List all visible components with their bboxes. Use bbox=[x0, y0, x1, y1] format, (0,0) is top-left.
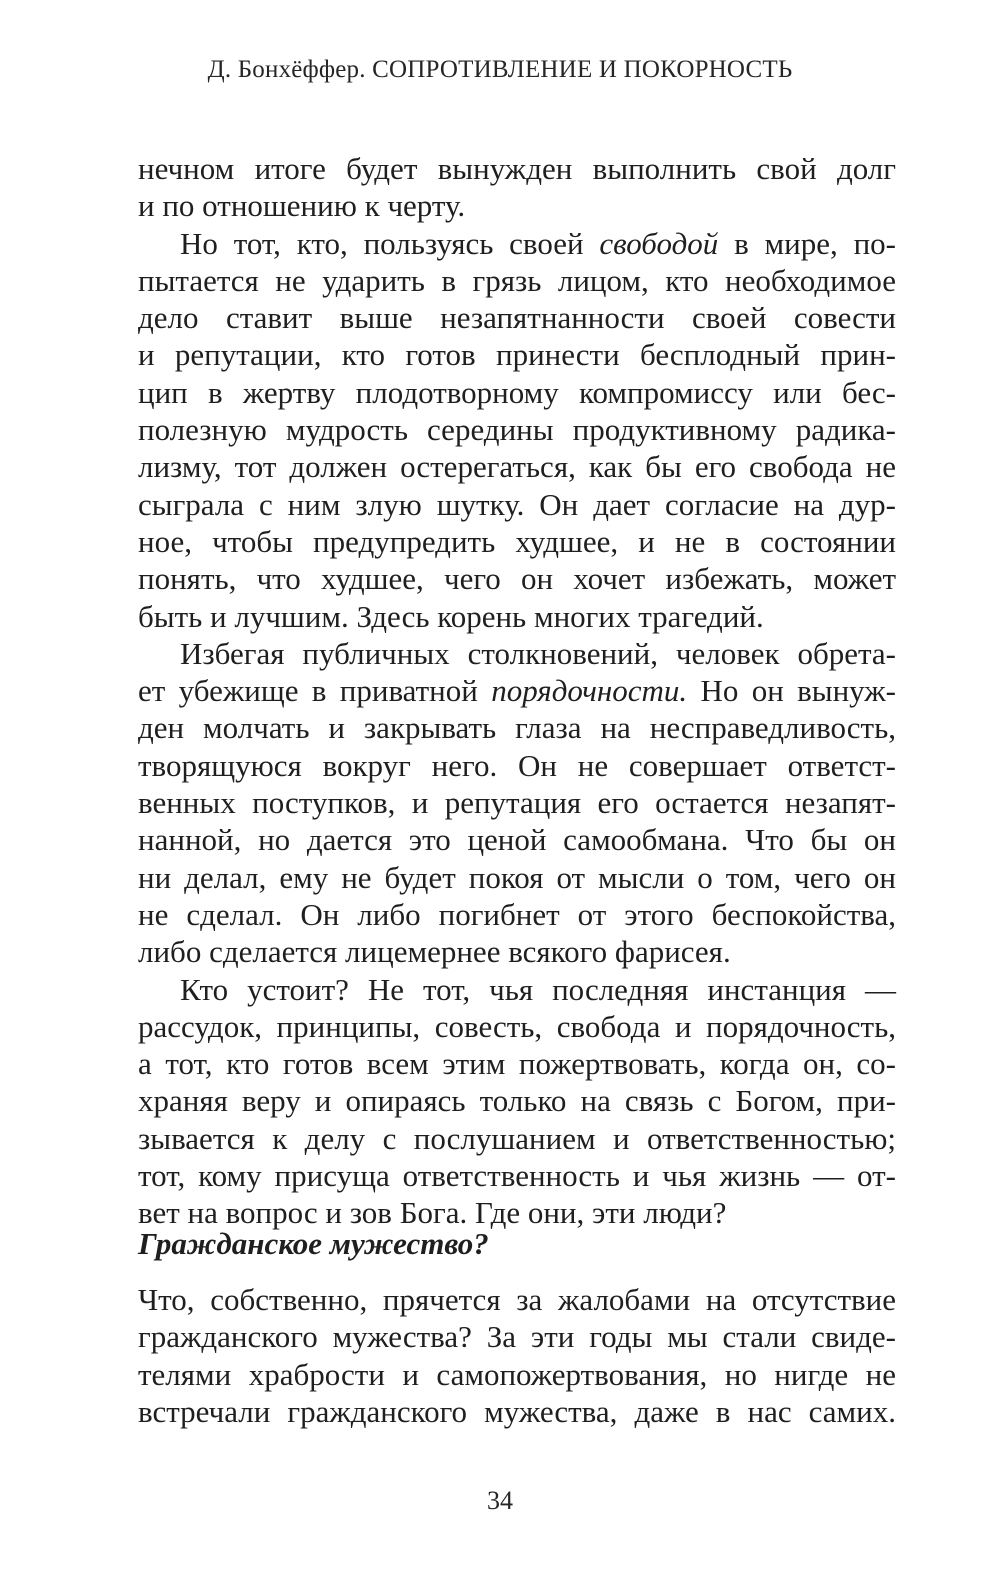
text-line: нанной, но дается это ценой самообмана. Что бы он bbox=[138, 822, 896, 858]
text-line: ден молчать и закрывать глаза на несправедливость, bbox=[138, 710, 896, 746]
text-line: рассудок, принципы, совесть, свобода и порядочность, bbox=[138, 1008, 896, 1044]
text-line: Избегая публичных столкновений, человек обрета- bbox=[180, 635, 896, 671]
text-line: быть и лучшим. Здесь корень многих трагедий. bbox=[138, 598, 764, 634]
text-line: вет на вопрос и зов Бога. Где они, эти люди? bbox=[138, 1195, 727, 1231]
text-line: нечном итоге будет вынужден выполнить свой долг bbox=[138, 151, 896, 186]
text-run: ет убежище в приватной bbox=[138, 673, 492, 709]
text-line: гражданского мужества? За эти годы мы стали свиде- bbox=[138, 1319, 896, 1355]
running-head: Д. Бонхёффер. СОПРОТИВЛЕНИЕ И ПОКОРНОСТЬ bbox=[207, 56, 793, 83]
text-line: полезную мудрость середины продуктивному радика- bbox=[138, 412, 896, 448]
emphasis-svobodoi: свободой bbox=[599, 225, 719, 261]
text-line: пытается не ударить в грязь лицом, кто необходимое bbox=[138, 262, 896, 298]
text-line: понять, что худшее, чего он хочет избежать, может bbox=[138, 561, 896, 597]
text-line: тот, кому присуща ответственность и чья жизнь — от- bbox=[138, 1158, 896, 1194]
text-line: венных поступков, и репутация его остается незапят- bbox=[138, 785, 896, 821]
text-line bbox=[138, 672, 896, 709]
paragraph-1 bbox=[138, 150, 896, 225]
text-line: дело ставит выше незапятнанности своей совести bbox=[138, 300, 896, 336]
text-line bbox=[138, 225, 896, 262]
paragraph-3 bbox=[138, 635, 896, 971]
text-line: и по отношению к черту. bbox=[138, 188, 466, 224]
text-line: Что, собственно, прячется за жалобами на отсутствие bbox=[138, 1282, 896, 1317]
text-line: Кто устоит? Не тот, чья последняя инстанция — bbox=[180, 971, 896, 1007]
text-line: ни делал, ему не будет покоя от мысли о том, чего он bbox=[138, 859, 896, 895]
text-line: ное, чтобы предупредить худшее, и не в состоянии bbox=[138, 523, 896, 559]
text-line: зывается к делу с послушанием и ответственностью; bbox=[138, 1120, 896, 1156]
text-line: сыграла с ним злую шутку. Он дает согласие на дур- bbox=[138, 486, 896, 522]
section-heading: Гражданское мужество? bbox=[138, 1226, 489, 1261]
text-line: телями храбрости и самопожертвования, но нигде не bbox=[138, 1356, 896, 1392]
text-line: храняя веру и опираясь только на связь с Богом, при- bbox=[138, 1083, 896, 1119]
text-line: а тот, кто готов всем этим пожертвовать, когда он, со- bbox=[138, 1046, 896, 1082]
main-text bbox=[138, 150, 896, 1232]
text-run: Но тот, кто, пользуясь своей bbox=[180, 225, 600, 261]
page-number: 34 bbox=[487, 1486, 513, 1515]
paragraph-2 bbox=[138, 225, 896, 635]
text-line: не сделал. Он либо погибнет от этого беспокойства, bbox=[138, 896, 896, 932]
text-line: цип в жертву плодотворному компромиссу или бес- bbox=[138, 374, 896, 410]
text-line: лизму, тот должен остерегаться, как бы его свобода не bbox=[138, 449, 896, 485]
paragraph-5 bbox=[138, 1281, 896, 1430]
text-line: творящуюся вокруг него. Он не совершает ответст- bbox=[138, 747, 896, 783]
text-line: и репутации, кто готов принести бесплодный прин- bbox=[138, 337, 896, 373]
paragraph-4 bbox=[138, 971, 896, 1232]
text-line: встречали гражданского мужества, даже в нас самих. bbox=[138, 1393, 896, 1429]
emphasis-poryadochnosti: порядочности. bbox=[491, 673, 688, 709]
text-line: либо сделается лицемернее всякого фарисея. bbox=[138, 934, 731, 970]
text-run: Но он вынуж- bbox=[687, 673, 896, 709]
text-run: в мире, по- bbox=[718, 225, 896, 261]
